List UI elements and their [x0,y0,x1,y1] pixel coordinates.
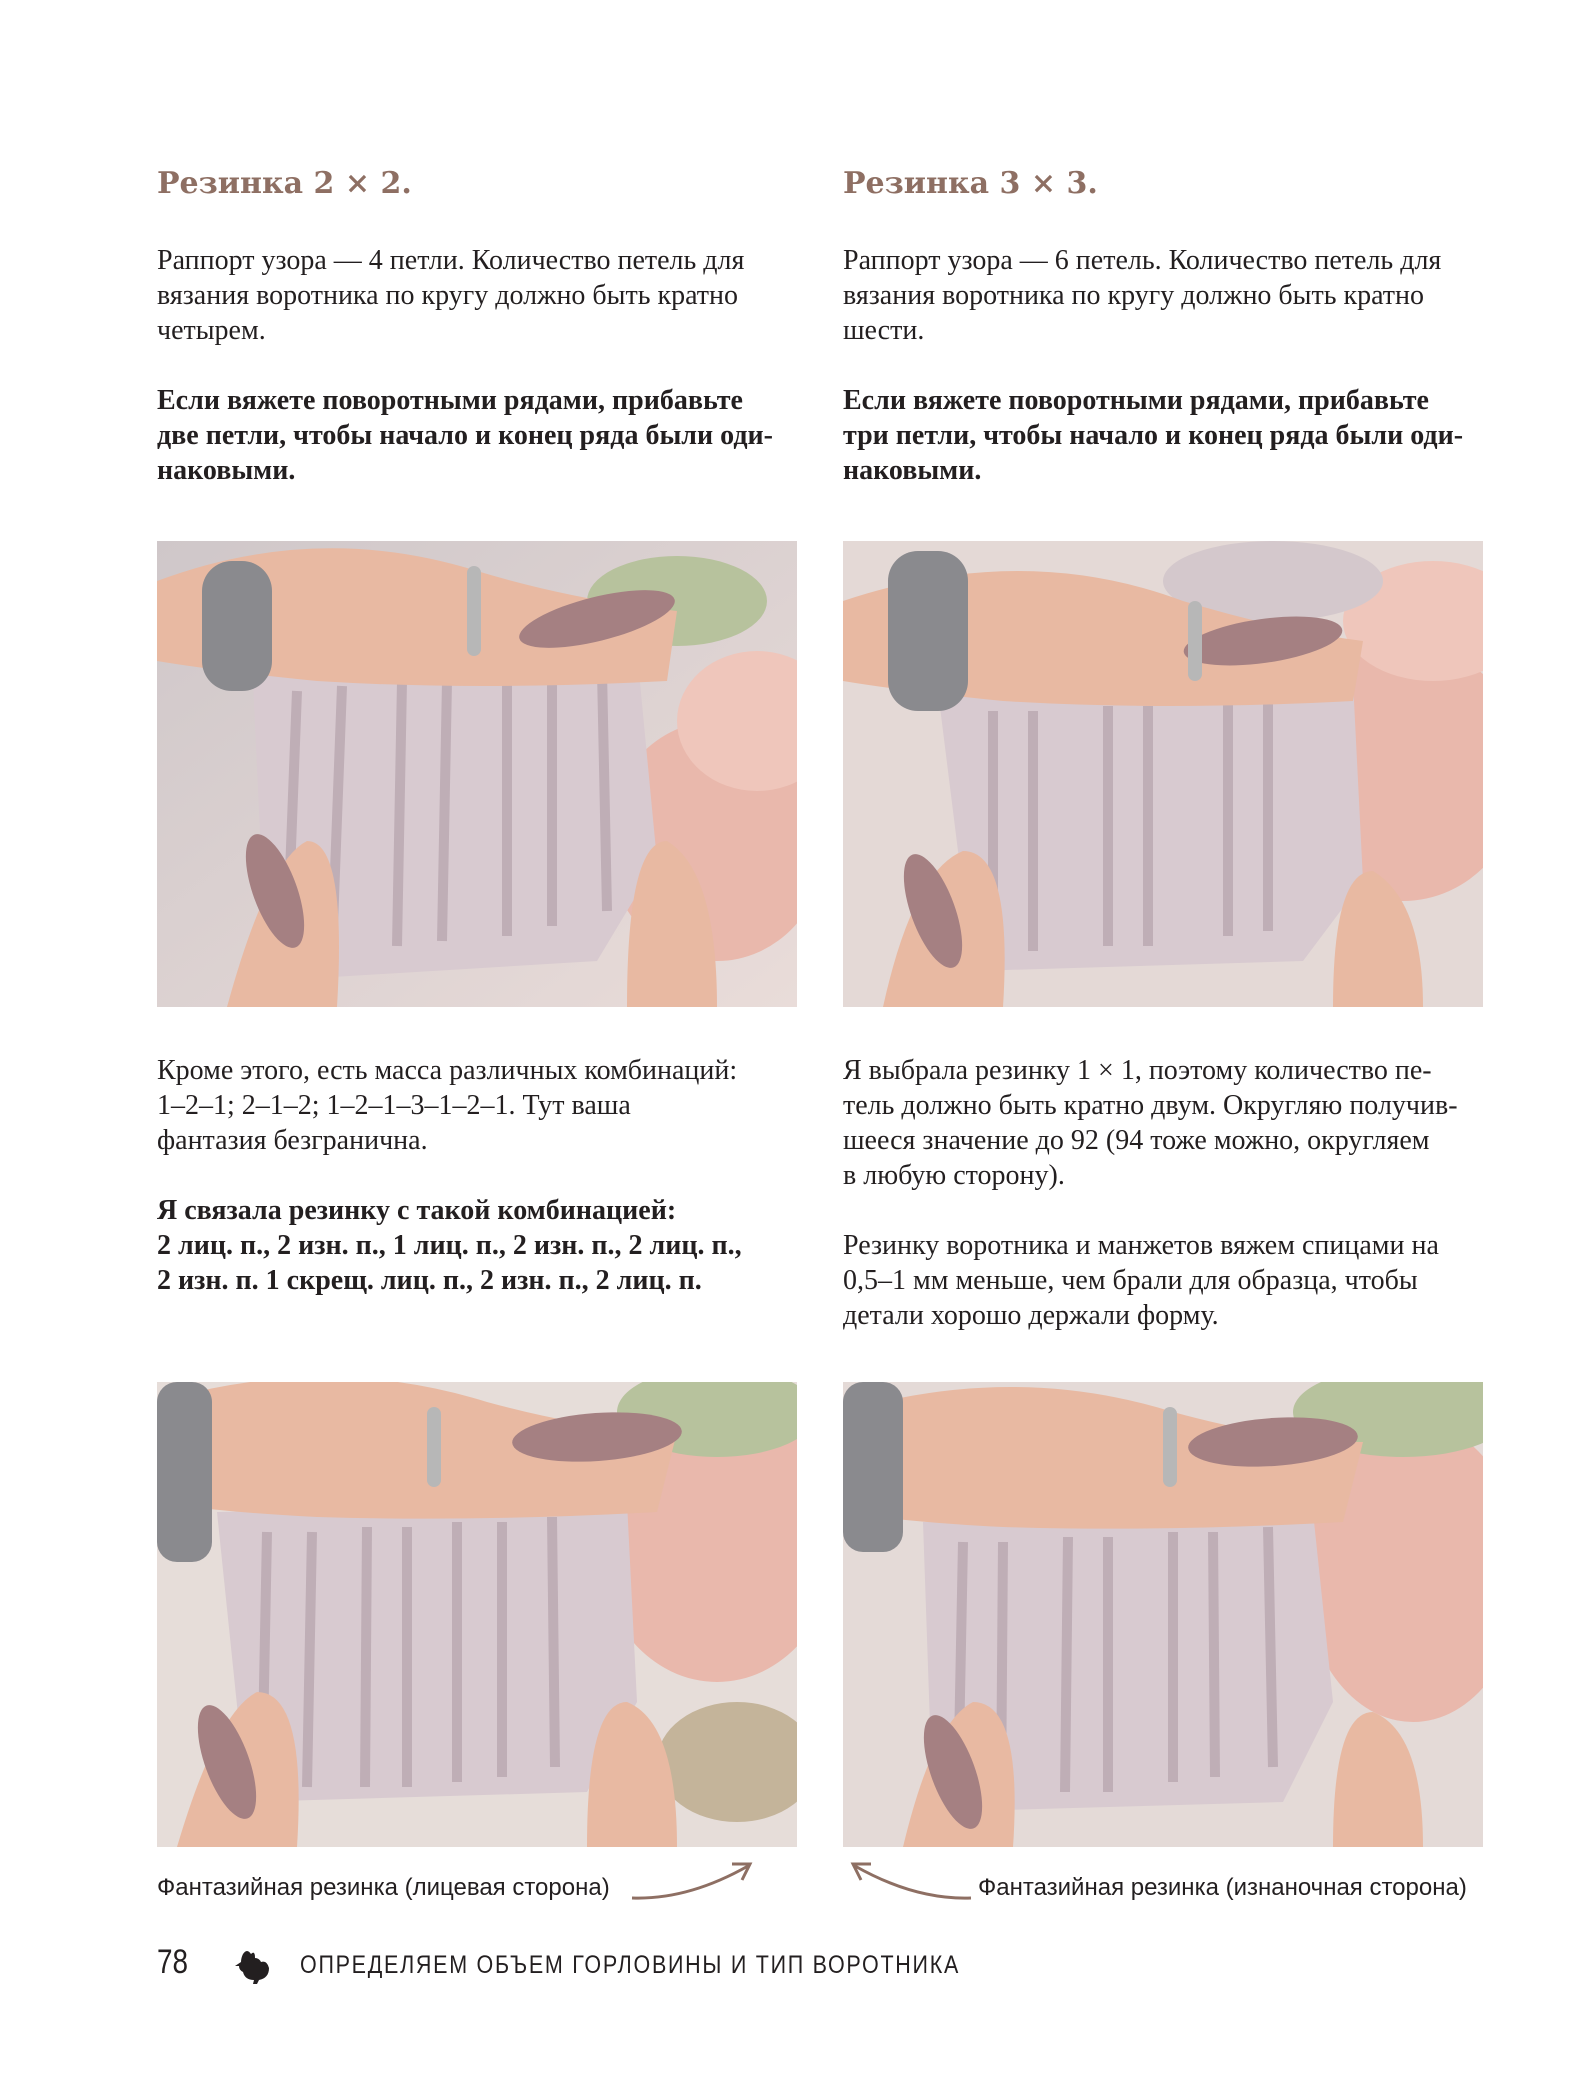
knitted-swatch-illustration [157,541,797,1007]
text-line: Кроме этого, есть масса различных комбинаций: [157,1055,738,1086]
text-line: 1–2–1; 2–1–2; 1–2–1–3–1–2–1. Тут ваша [157,1090,631,1121]
paragraph-rib-2x2-rapport [157,243,744,348]
photo-rib-3x3 [843,541,1483,1007]
text-line: Раппорт узора — 6 петель. Количество петель для [843,245,1442,276]
text-line: 2 лиц. п., 2 изн. п., 1 лиц. п., 2 изн. п., 2 лиц. п., [157,1230,742,1261]
chapter-title: ОПРЕДЕЛЯЕМ ОБЪЕМ ГОРЛОВИНЫ И ТИП ВОРОТНИКА [300,1951,961,1979]
text-line: Резинку воротника и манжетов вяжем спицами на [843,1230,1439,1261]
paragraph-rib-2x2-turning-rows [157,383,773,488]
text-line: 2 изн. п. 1 скрещ. лиц. п., 2 изн. п., 2 лиц. п. [157,1265,702,1296]
text-line: Я выбрала резинку 1 × 1, поэтому количество пе- [843,1055,1432,1086]
photo-fancy-rib-front [157,1382,797,1847]
text-line: три петли, чтобы начало и конец ряда были оди- [843,420,1464,451]
heading-rib-3x3: Резинка 3 × 3. [843,166,1098,201]
knitted-swatch-illustration [157,1382,797,1847]
paragraph-rib-3x3-turning-rows [843,383,1463,488]
text-line: шееся значение до 92 (94 тоже можно, округляем [843,1125,1430,1156]
text-line: Если вяжете поворотными рядами, прибавьте [157,385,743,416]
knitted-swatch-illustration [843,541,1483,1007]
paragraph-rib-3x3-rapport [843,243,1441,348]
knitted-swatch-illustration [843,1382,1483,1847]
text-line: фантазия безгранична. [157,1125,428,1156]
text-line: в любую сторону). [843,1160,1065,1191]
text-line: Если вяжете поворотными рядами, прибавьте [843,385,1429,416]
text-line: 0,5–1 мм меньше, чем брали для образца, чтобы [843,1265,1418,1296]
text-line: две петли, чтобы начало и конец ряда были оди- [157,420,773,451]
text-line: шести. [843,315,925,346]
paragraph-rib-1x1-choice [843,1053,1458,1193]
caption-fancy-back: Фантазийная резинка (изнаночная сторона) [978,1874,1467,1901]
curved-arrow-right-icon [628,1858,758,1904]
photo-rib-2x2 [157,541,797,1007]
text-line: наковыми. [843,455,982,486]
text-line: тель должно быть кратно двум. Округляю получив- [843,1090,1458,1121]
text-line: вязания воротника по кругу должно быть кратно [157,280,739,311]
paragraph-needles-size [843,1228,1439,1333]
photo-fancy-rib-back [843,1382,1483,1847]
paragraph-my-combination [157,1193,742,1298]
rooster-icon [233,1946,273,1986]
heading-rib-2x2: Резинка 2 × 2. [157,166,412,201]
text-line: вязания воротника по кругу должно быть кратно [843,280,1425,311]
text-line: наковыми. [157,455,296,486]
text-line: Раппорт узора — 4 петли. Количество петель для [157,245,745,276]
curved-arrow-left-icon [845,1858,975,1904]
page-number: 78 [157,1943,189,1981]
text-line: четырем. [157,315,266,346]
text-line: Я связала резинку с такой комбинацией: [157,1195,677,1226]
paragraph-combinations [157,1053,737,1158]
caption-fancy-front: Фантазийная резинка (лицевая сторона) [157,1874,610,1901]
text-line: детали хорошо держали форму. [843,1300,1219,1331]
